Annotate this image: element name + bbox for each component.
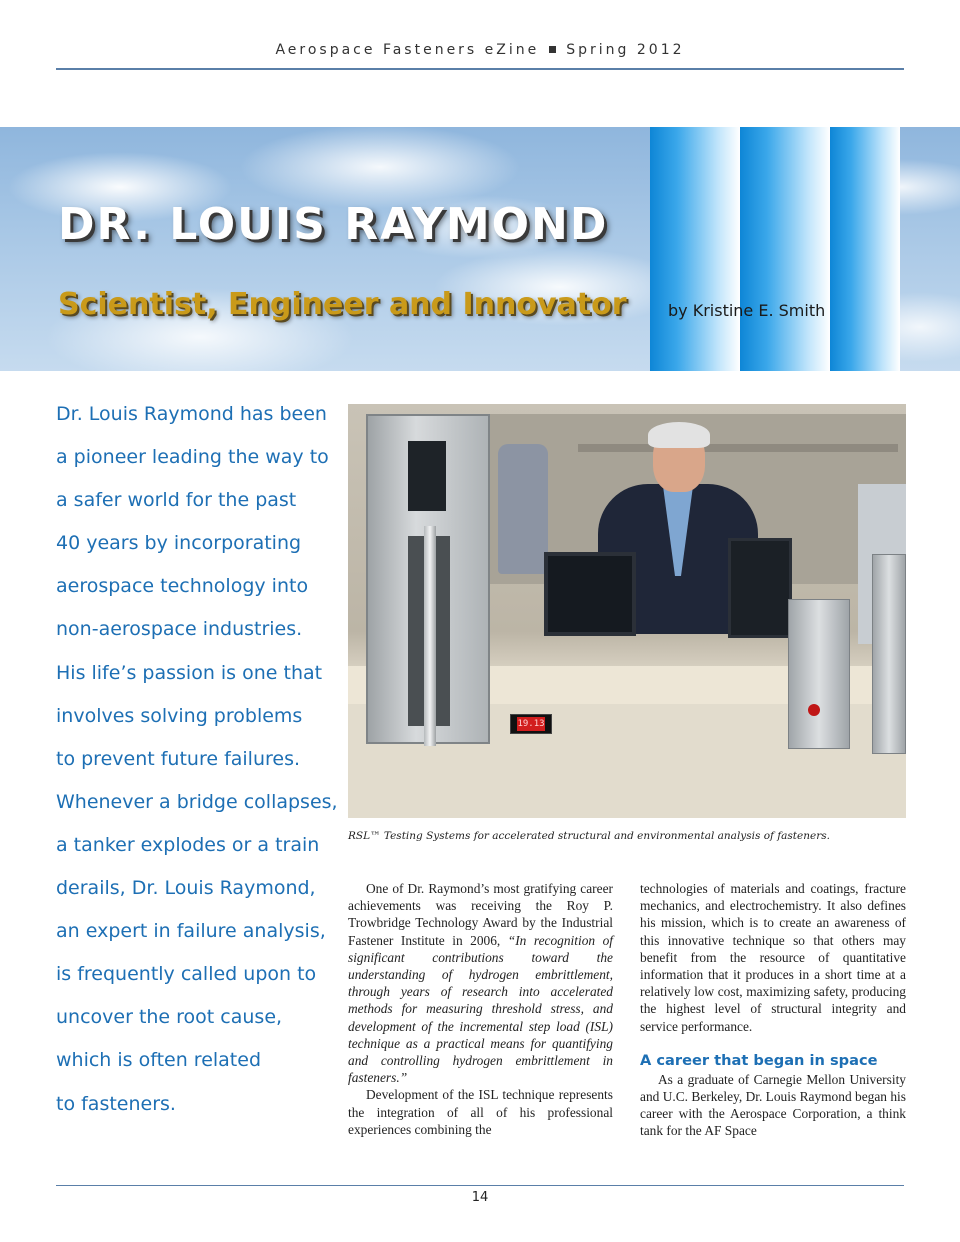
red-valve-knob [808, 704, 820, 716]
running-header [0, 42, 960, 58]
computer-monitor [544, 552, 636, 636]
pull-quote-line: to fasteners. [56, 1092, 176, 1115]
pull-quote-line: is frequently called upon to [56, 963, 317, 986]
body-paragraph: technologies of materials and coatings, fracture mechanics, and electrochemistry. It also defines his mission, which is to create an awareness of this innovative technique so that others may benefit from the resource of quantitative information that it produces in a short time at a relatively low cost, maximizing safety, producing the highest level of structural integrity and service performance. [640, 881, 906, 1034]
pull-quote [56, 396, 336, 1129]
pull-quote-line: non-aerospace industries. [56, 618, 303, 641]
rsl-test-frame [366, 414, 490, 744]
environmental-test-unit [788, 599, 850, 749]
person-hair [648, 422, 710, 448]
pull-quote-line: an expert in failure analysis, [56, 920, 326, 943]
gradient-bar [830, 127, 900, 371]
machine-label-plate [408, 441, 446, 511]
gradient-bar [740, 127, 830, 371]
body-text: One of Dr. Raymond’s most gratifying career achievements was receiving the Roy P. Trowbridge Technology Award by the Industrial Fastener Institute in 2006, [348, 881, 613, 948]
gradient-bar [650, 127, 740, 371]
award-citation-quote: “In recognition of significant contributions toward the understanding of hydrogen embrittlement, through years of research into accelerated methods for measuring threshold stress, and development of the incremental step load (ISL) technique as a practical means for quantifying and controlling hydrogen embrittlement in fasteners.” [348, 932, 614, 1086]
top-rule [56, 68, 904, 70]
separator-square [549, 46, 556, 53]
body-column-2 [640, 880, 906, 1140]
pull-quote-line: uncover the root cause, [56, 1006, 283, 1029]
article-subtitle: Scientist, Engineer and Innovator [58, 287, 627, 322]
body-paragraph [348, 880, 613, 1086]
lab-photo [348, 404, 906, 818]
page-number: 14 [471, 1190, 489, 1205]
article-title: DR. LOUIS RAYMOND [58, 199, 609, 250]
byline: by Kristine E. Smith [668, 301, 826, 320]
pull-quote-line: derails, Dr. Louis Raymond, [56, 877, 316, 900]
bottom-rule [56, 1185, 904, 1186]
computer-monitor [728, 538, 792, 638]
photo-caption: RSL™ Testing Systems for accelerated structural and environmental analysis of fasteners. [348, 830, 830, 842]
pull-quote-line: to prevent future failures. [56, 747, 301, 770]
body-paragraph: Development of the ISL technique represents the integration of all of his professional experiences combining the [348, 1087, 613, 1137]
section-heading: A career that began in space [640, 1051, 878, 1069]
pull-quote-line: Whenever a bridge collapses, [56, 790, 338, 813]
machine-load-rod [424, 526, 436, 746]
environmental-test-unit [872, 554, 906, 754]
pull-quote-line: aerospace technology into [56, 575, 309, 598]
title-banner [0, 127, 960, 371]
pull-quote-line: involves solving problems [56, 704, 303, 727]
pull-quote-line: a pioneer leading the way to [56, 446, 329, 469]
banner-gradient-bars [650, 127, 900, 371]
hanging-coat [498, 444, 548, 574]
pull-quote-line: Dr. Louis Raymond has been [56, 403, 327, 425]
pull-quote-line: 40 years by incorporating [56, 532, 302, 555]
publication-name: Aerospace Fasteners eZine [275, 42, 540, 58]
pull-quote-line: a safer world for the past [56, 489, 297, 512]
body-column-1 [348, 880, 613, 1138]
pull-quote-line: which is often related [56, 1049, 262, 1072]
pull-quote-line: His life’s passion is one that [56, 661, 323, 684]
pull-quote-line: a tanker explodes or a train [56, 833, 320, 856]
digital-readout [510, 714, 552, 734]
issue-name: Spring 2012 [566, 42, 685, 58]
digital-readout-value: 19.13 [517, 719, 545, 729]
shelf [578, 444, 898, 452]
body-paragraph: As a graduate of Carnegie Mellon University and U.C. Berkeley, Dr. Louis Raymond began his career with the Aerospace Corporation, a think tank for the AF Space [640, 1071, 906, 1139]
